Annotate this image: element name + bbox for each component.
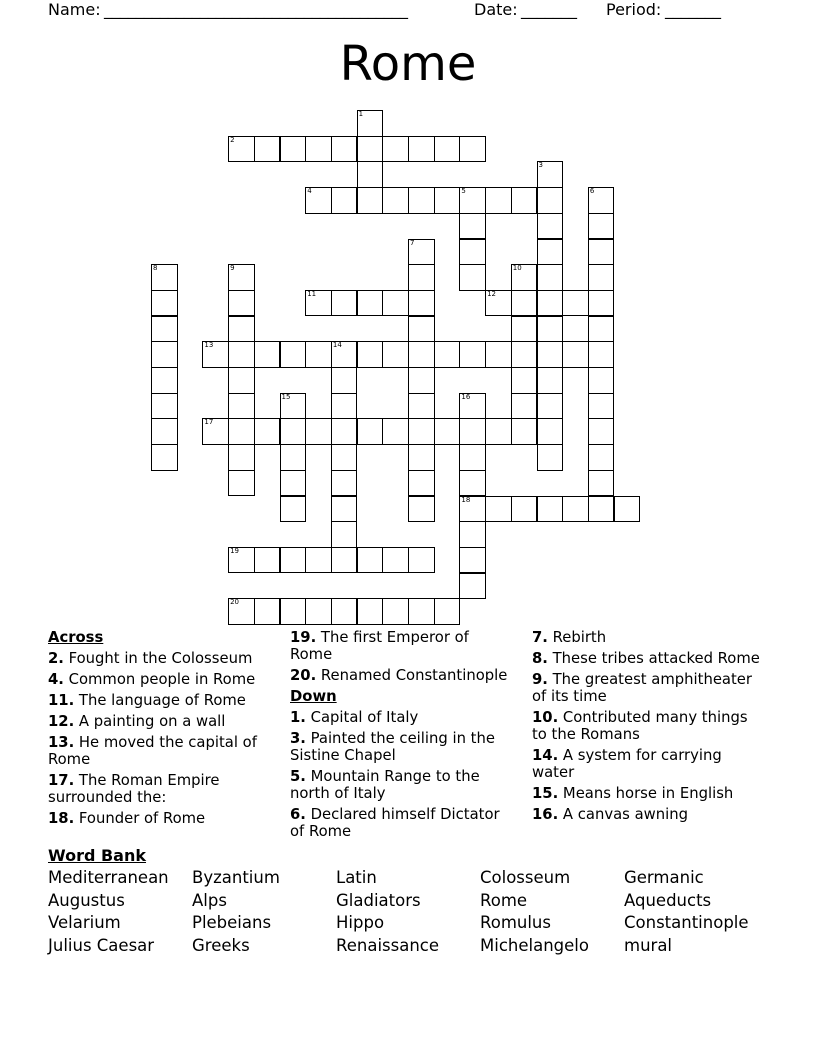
grid-cell[interactable] bbox=[588, 393, 615, 420]
across-heading: Across bbox=[48, 629, 104, 646]
period-label: Period: bbox=[606, 0, 662, 19]
clue-number: 5 bbox=[461, 187, 466, 196]
grid-cell[interactable] bbox=[305, 187, 332, 214]
grid-cell[interactable] bbox=[331, 290, 358, 317]
grid-cell[interactable] bbox=[511, 341, 538, 368]
page-title: Rome bbox=[339, 36, 477, 92]
clue-text: Renamed Constantinople bbox=[316, 667, 508, 684]
grid-cell[interactable] bbox=[485, 187, 512, 214]
grid-cell[interactable] bbox=[485, 341, 512, 368]
grid-cell[interactable] bbox=[305, 598, 332, 625]
word-bank-heading: Word Bank bbox=[48, 846, 147, 865]
grid-cell[interactable] bbox=[408, 393, 435, 420]
grid-cell[interactable] bbox=[434, 136, 461, 163]
grid-cell[interactable] bbox=[408, 187, 435, 214]
clue-number: 4 bbox=[307, 187, 312, 196]
word-bank-word: Latin bbox=[336, 868, 377, 887]
clue-text: He moved the capital of Rome bbox=[48, 734, 257, 768]
grid-cell[interactable] bbox=[331, 187, 358, 214]
grid-cell[interactable] bbox=[459, 496, 486, 523]
grid-cell[interactable] bbox=[485, 290, 512, 317]
clue-number: 11 bbox=[307, 289, 317, 298]
clue-number: 20. bbox=[290, 667, 317, 684]
clue-number: 16 bbox=[461, 392, 471, 401]
word-bank-word: Mediterranean bbox=[48, 868, 169, 887]
clue-number: 2. bbox=[48, 650, 64, 667]
grid-cell[interactable] bbox=[382, 547, 409, 574]
clue-number: 13. bbox=[48, 734, 75, 751]
clue-text: A painting on a wall bbox=[74, 713, 226, 730]
clue-text: Mountain Range to the north of Italy bbox=[290, 768, 480, 802]
clue bbox=[48, 713, 273, 730]
down-clues-column bbox=[532, 629, 767, 827]
clue bbox=[48, 772, 273, 806]
clue-number: 1. bbox=[290, 709, 306, 726]
grid-cell[interactable] bbox=[588, 239, 615, 266]
grid-cell[interactable] bbox=[331, 496, 358, 523]
clue bbox=[48, 692, 273, 709]
grid-cell[interactable] bbox=[459, 264, 486, 291]
grid-cell[interactable] bbox=[280, 470, 307, 497]
grid-cell[interactable] bbox=[408, 598, 435, 625]
grid-cell[interactable] bbox=[434, 598, 461, 625]
clue-number: 9. bbox=[532, 671, 548, 688]
name-label: Name: bbox=[48, 0, 101, 19]
grid-cell[interactable] bbox=[459, 521, 486, 548]
word-bank-word: Gladiators bbox=[336, 890, 421, 910]
clue-number: 17 bbox=[204, 418, 214, 427]
grid-cell[interactable] bbox=[588, 341, 615, 368]
clue bbox=[532, 806, 767, 823]
clue bbox=[290, 629, 515, 663]
clue-number: 10 bbox=[512, 264, 522, 273]
grid-cell[interactable] bbox=[459, 470, 486, 497]
clue-text: Declared himself Dictator of Rome bbox=[290, 806, 500, 840]
clue-text: Rebirth bbox=[547, 629, 607, 646]
grid-cell[interactable] bbox=[151, 367, 178, 394]
grid-cell[interactable] bbox=[382, 341, 409, 368]
clue-number: 1 bbox=[358, 110, 364, 118]
across-clues-column bbox=[48, 629, 273, 831]
clue-number: 16. bbox=[532, 806, 559, 823]
word-bank-word: Julius Caesar bbox=[48, 935, 155, 955]
grid-cell[interactable] bbox=[511, 418, 538, 445]
grid-cell[interactable] bbox=[228, 470, 255, 497]
clue-number: 14. bbox=[532, 747, 559, 764]
grid-cell[interactable] bbox=[537, 264, 564, 291]
clue-number: 14 bbox=[332, 341, 342, 350]
grid-cell[interactable] bbox=[382, 187, 409, 214]
clue bbox=[48, 810, 273, 827]
clue bbox=[290, 667, 515, 684]
clue bbox=[290, 768, 515, 802]
name-blank[interactable]: ______________________________________ bbox=[104, 0, 408, 19]
word-bank-word: Hippo bbox=[336, 913, 385, 932]
grid-cell[interactable] bbox=[511, 496, 538, 523]
clue-text: The Roman Empire surrounded the: bbox=[48, 772, 220, 806]
clue-number: 7. bbox=[532, 629, 548, 646]
grid-cell[interactable] bbox=[537, 239, 564, 266]
grid-cell[interactable] bbox=[382, 136, 409, 163]
clue-text: A system for carrying water bbox=[532, 747, 722, 781]
grid-cell[interactable] bbox=[614, 496, 641, 523]
clue-text: Capital of Italy bbox=[305, 709, 419, 726]
grid-cell[interactable] bbox=[588, 367, 615, 394]
grid-cell[interactable] bbox=[254, 418, 281, 445]
grid-cell[interactable] bbox=[151, 264, 178, 291]
clue-number: 6. bbox=[290, 806, 306, 823]
grid-cell[interactable] bbox=[537, 367, 564, 394]
clue-number: 2 bbox=[230, 135, 235, 144]
grid-cell[interactable] bbox=[280, 547, 307, 574]
grid-cell[interactable] bbox=[537, 290, 564, 317]
grid-cell[interactable] bbox=[588, 444, 615, 471]
grid-cell[interactable] bbox=[331, 547, 358, 574]
grid-cell[interactable] bbox=[485, 496, 512, 523]
grid-cell[interactable] bbox=[151, 393, 178, 420]
grid-cell[interactable] bbox=[511, 264, 538, 291]
grid-cell[interactable] bbox=[331, 367, 358, 394]
grid-cell[interactable] bbox=[408, 264, 435, 291]
grid-cell[interactable] bbox=[254, 341, 281, 368]
grid-cell[interactable] bbox=[280, 598, 307, 625]
clue bbox=[532, 709, 767, 743]
clue bbox=[48, 650, 273, 667]
grid-cell[interactable] bbox=[228, 367, 255, 394]
grid-cell[interactable] bbox=[151, 316, 178, 343]
clue-number: 18 bbox=[461, 495, 471, 504]
clue-number: 12 bbox=[487, 289, 497, 298]
clue-number: 18. bbox=[48, 810, 75, 827]
clue bbox=[290, 730, 515, 764]
grid-cell[interactable] bbox=[228, 341, 255, 368]
grid-cell[interactable] bbox=[228, 547, 255, 574]
grid-cell[interactable] bbox=[305, 418, 332, 445]
grid-cell[interactable] bbox=[588, 496, 615, 523]
grid-cell[interactable] bbox=[408, 496, 435, 523]
grid-cell[interactable] bbox=[511, 316, 538, 343]
word-bank-word: Rome bbox=[480, 890, 528, 910]
grid-cell[interactable] bbox=[228, 444, 255, 471]
grid-cell[interactable] bbox=[280, 341, 307, 368]
clue-number: 15. bbox=[532, 785, 559, 802]
clue-number: 7 bbox=[410, 238, 415, 247]
grid-cell[interactable] bbox=[459, 136, 486, 163]
grid-cell[interactable] bbox=[588, 470, 615, 497]
word-bank-word: Greeks bbox=[192, 935, 250, 955]
word-bank-word: Michelangelo bbox=[480, 935, 589, 955]
grid-cell[interactable] bbox=[485, 418, 512, 445]
clue-number: 15 bbox=[281, 392, 291, 401]
grid-cell[interactable] bbox=[331, 521, 358, 548]
grid-cell[interactable] bbox=[562, 290, 589, 317]
date-blank[interactable]: _______ bbox=[521, 0, 577, 19]
grid-cell[interactable] bbox=[305, 136, 332, 163]
clue-number: 4. bbox=[48, 671, 64, 688]
grid-cell[interactable] bbox=[305, 341, 332, 368]
word-bank-word: Renaissance bbox=[336, 935, 440, 955]
grid-cell[interactable] bbox=[408, 290, 435, 317]
word-bank-word: Aqueducts bbox=[624, 890, 712, 910]
grid-cell[interactable] bbox=[537, 161, 564, 188]
grid-cell[interactable] bbox=[459, 418, 486, 445]
grid-cell[interactable] bbox=[202, 341, 229, 368]
grid-cell[interactable] bbox=[562, 341, 589, 368]
grid-cell[interactable] bbox=[280, 393, 307, 420]
grid-cell[interactable] bbox=[562, 496, 589, 523]
clue-number: 10. bbox=[532, 709, 559, 726]
grid-cell[interactable] bbox=[151, 418, 178, 445]
grid-cell[interactable] bbox=[537, 444, 564, 471]
clue-number: 3 bbox=[538, 161, 543, 170]
word-bank-word: Colosseum bbox=[480, 868, 571, 887]
word-bank-word: Plebeians bbox=[192, 913, 272, 932]
grid-cell[interactable] bbox=[459, 573, 486, 600]
grid-cell[interactable] bbox=[228, 598, 255, 625]
grid-cell[interactable] bbox=[408, 316, 435, 343]
clue-number: 12. bbox=[48, 713, 75, 730]
grid-cell[interactable] bbox=[537, 496, 564, 523]
grid-cell[interactable] bbox=[459, 341, 486, 368]
grid-cell[interactable] bbox=[537, 418, 564, 445]
grid-cell[interactable] bbox=[459, 547, 486, 574]
clue-text: Painted the ceiling in the Sistine Chapel bbox=[290, 730, 495, 764]
clue bbox=[532, 747, 767, 781]
grid-cell[interactable] bbox=[434, 187, 461, 214]
grid-cell[interactable] bbox=[588, 418, 615, 445]
grid-cell[interactable] bbox=[459, 187, 486, 214]
grid-cell[interactable] bbox=[382, 598, 409, 625]
grid-cell[interactable] bbox=[459, 393, 486, 420]
grid-cell[interactable] bbox=[280, 496, 307, 523]
grid-cell[interactable] bbox=[228, 264, 255, 291]
grid-cell[interactable] bbox=[537, 341, 564, 368]
grid-cell[interactable] bbox=[254, 136, 281, 163]
clue-number: 13 bbox=[204, 341, 214, 350]
clue-number: 20 bbox=[230, 598, 240, 607]
grid-cell[interactable] bbox=[434, 418, 461, 445]
grid-cell[interactable] bbox=[228, 290, 255, 317]
grid-cell[interactable] bbox=[331, 598, 358, 625]
clue-text: These tribes attacked Rome bbox=[547, 650, 760, 667]
down-heading: Down bbox=[290, 688, 337, 705]
clue bbox=[290, 709, 515, 726]
grid-cell[interactable] bbox=[202, 418, 229, 445]
clue bbox=[48, 734, 273, 768]
clue-number: 11. bbox=[48, 692, 75, 709]
grid-cell[interactable] bbox=[254, 598, 281, 625]
grid-cell[interactable] bbox=[408, 367, 435, 394]
clue-text: The language of Rome bbox=[74, 692, 246, 709]
grid-cell[interactable] bbox=[537, 316, 564, 343]
grid-cell[interactable] bbox=[511, 290, 538, 317]
clue bbox=[48, 671, 273, 688]
word-bank-word: Velarium bbox=[48, 913, 121, 932]
clue bbox=[290, 806, 515, 840]
grid-cell[interactable] bbox=[459, 239, 486, 266]
grid-cell[interactable] bbox=[408, 239, 435, 266]
grid-cell[interactable] bbox=[331, 444, 358, 471]
clue-number: 17. bbox=[48, 772, 75, 789]
grid-cell[interactable] bbox=[382, 418, 409, 445]
grid-cell[interactable] bbox=[331, 470, 358, 497]
word-bank-word: Alps bbox=[192, 890, 227, 910]
grid-cell[interactable] bbox=[588, 187, 615, 214]
grid-cell[interactable] bbox=[434, 341, 461, 368]
grid-cell[interactable] bbox=[331, 418, 358, 445]
clue-text: Fought in the Colosseum bbox=[63, 650, 253, 667]
grid-cell[interactable] bbox=[280, 136, 307, 163]
grid-cell[interactable] bbox=[382, 290, 409, 317]
grid-cell[interactable] bbox=[408, 136, 435, 163]
grid-cell[interactable] bbox=[588, 290, 615, 317]
grid-cell[interactable] bbox=[511, 367, 538, 394]
word-bank-word: Augustus bbox=[48, 890, 125, 910]
grid-cell[interactable] bbox=[537, 393, 564, 420]
grid-cell[interactable] bbox=[357, 341, 384, 368]
clue bbox=[532, 785, 767, 802]
grid-cell[interactable] bbox=[357, 136, 384, 163]
clue-text: Founder of Rome bbox=[74, 810, 206, 827]
grid-cell[interactable] bbox=[305, 290, 332, 317]
clue-number: 8. bbox=[532, 650, 548, 667]
clue-number: 5. bbox=[290, 768, 306, 785]
across-down-clues-column bbox=[290, 629, 515, 844]
grid-cell[interactable] bbox=[357, 110, 384, 137]
grid-cell[interactable] bbox=[151, 444, 178, 471]
grid-cell[interactable] bbox=[228, 136, 255, 163]
clue-number: 8 bbox=[153, 264, 158, 273]
grid-cell[interactable] bbox=[588, 264, 615, 291]
word-bank-word: mural bbox=[624, 935, 673, 955]
grid-cell[interactable] bbox=[588, 316, 615, 343]
grid-cell[interactable] bbox=[408, 470, 435, 497]
grid-cell[interactable] bbox=[280, 444, 307, 471]
grid-cell[interactable] bbox=[228, 418, 255, 445]
grid-cell[interactable] bbox=[408, 418, 435, 445]
grid-cell[interactable] bbox=[357, 547, 384, 574]
grid-cell[interactable] bbox=[408, 444, 435, 471]
grid-cell[interactable] bbox=[357, 161, 384, 188]
word-bank-word: Germanic bbox=[624, 868, 704, 887]
grid-cell[interactable] bbox=[459, 444, 486, 471]
clue-text: Means horse in English bbox=[558, 785, 734, 802]
word-bank-word: Constantinople bbox=[624, 913, 749, 932]
grid-cell[interactable] bbox=[357, 418, 384, 445]
clue bbox=[532, 671, 767, 705]
grid-cell[interactable] bbox=[254, 547, 281, 574]
grid-cell[interactable] bbox=[357, 290, 384, 317]
clue-number: 19. bbox=[290, 629, 317, 646]
clue-text: The greatest amphitheater of its time bbox=[532, 671, 752, 705]
grid-cell[interactable] bbox=[151, 290, 178, 317]
grid-cell[interactable] bbox=[537, 187, 564, 214]
grid-cell[interactable] bbox=[228, 316, 255, 343]
word-bank-word: Romulus bbox=[480, 913, 551, 932]
grid-cell[interactable] bbox=[331, 341, 358, 368]
clue bbox=[532, 650, 767, 667]
clue-text: A canvas awning bbox=[558, 806, 688, 823]
grid-cell[interactable] bbox=[588, 213, 615, 240]
grid-cell[interactable] bbox=[357, 187, 384, 214]
word-bank-word: Byzantium bbox=[192, 868, 280, 887]
grid-cell[interactable] bbox=[511, 187, 538, 214]
clue-number: 19 bbox=[230, 546, 240, 555]
grid-cell[interactable] bbox=[408, 341, 435, 368]
grid-cell[interactable] bbox=[511, 393, 538, 420]
grid-cell[interactable] bbox=[537, 213, 564, 240]
grid-cell[interactable] bbox=[331, 393, 358, 420]
grid-cell[interactable] bbox=[305, 547, 332, 574]
grid-cell[interactable] bbox=[151, 341, 178, 368]
clue bbox=[532, 629, 767, 646]
grid-cell[interactable] bbox=[331, 136, 358, 163]
grid-cell[interactable] bbox=[459, 213, 486, 240]
grid-cell[interactable] bbox=[228, 393, 255, 420]
clue-number: 9 bbox=[230, 264, 235, 273]
clue-text: The first Emperor of Rome bbox=[290, 629, 469, 663]
grid-cell[interactable] bbox=[408, 547, 435, 574]
clue-text: Common people in Rome bbox=[63, 671, 256, 688]
clue-number: 6 bbox=[589, 187, 595, 196]
period-blank[interactable]: _______ bbox=[665, 0, 721, 19]
clue-number: 3. bbox=[290, 730, 306, 747]
grid-cell[interactable] bbox=[280, 418, 307, 445]
grid-cell[interactable] bbox=[357, 598, 384, 625]
clue-text: Contributed many things to the Romans bbox=[532, 709, 748, 743]
date-label: Date: bbox=[474, 0, 518, 19]
